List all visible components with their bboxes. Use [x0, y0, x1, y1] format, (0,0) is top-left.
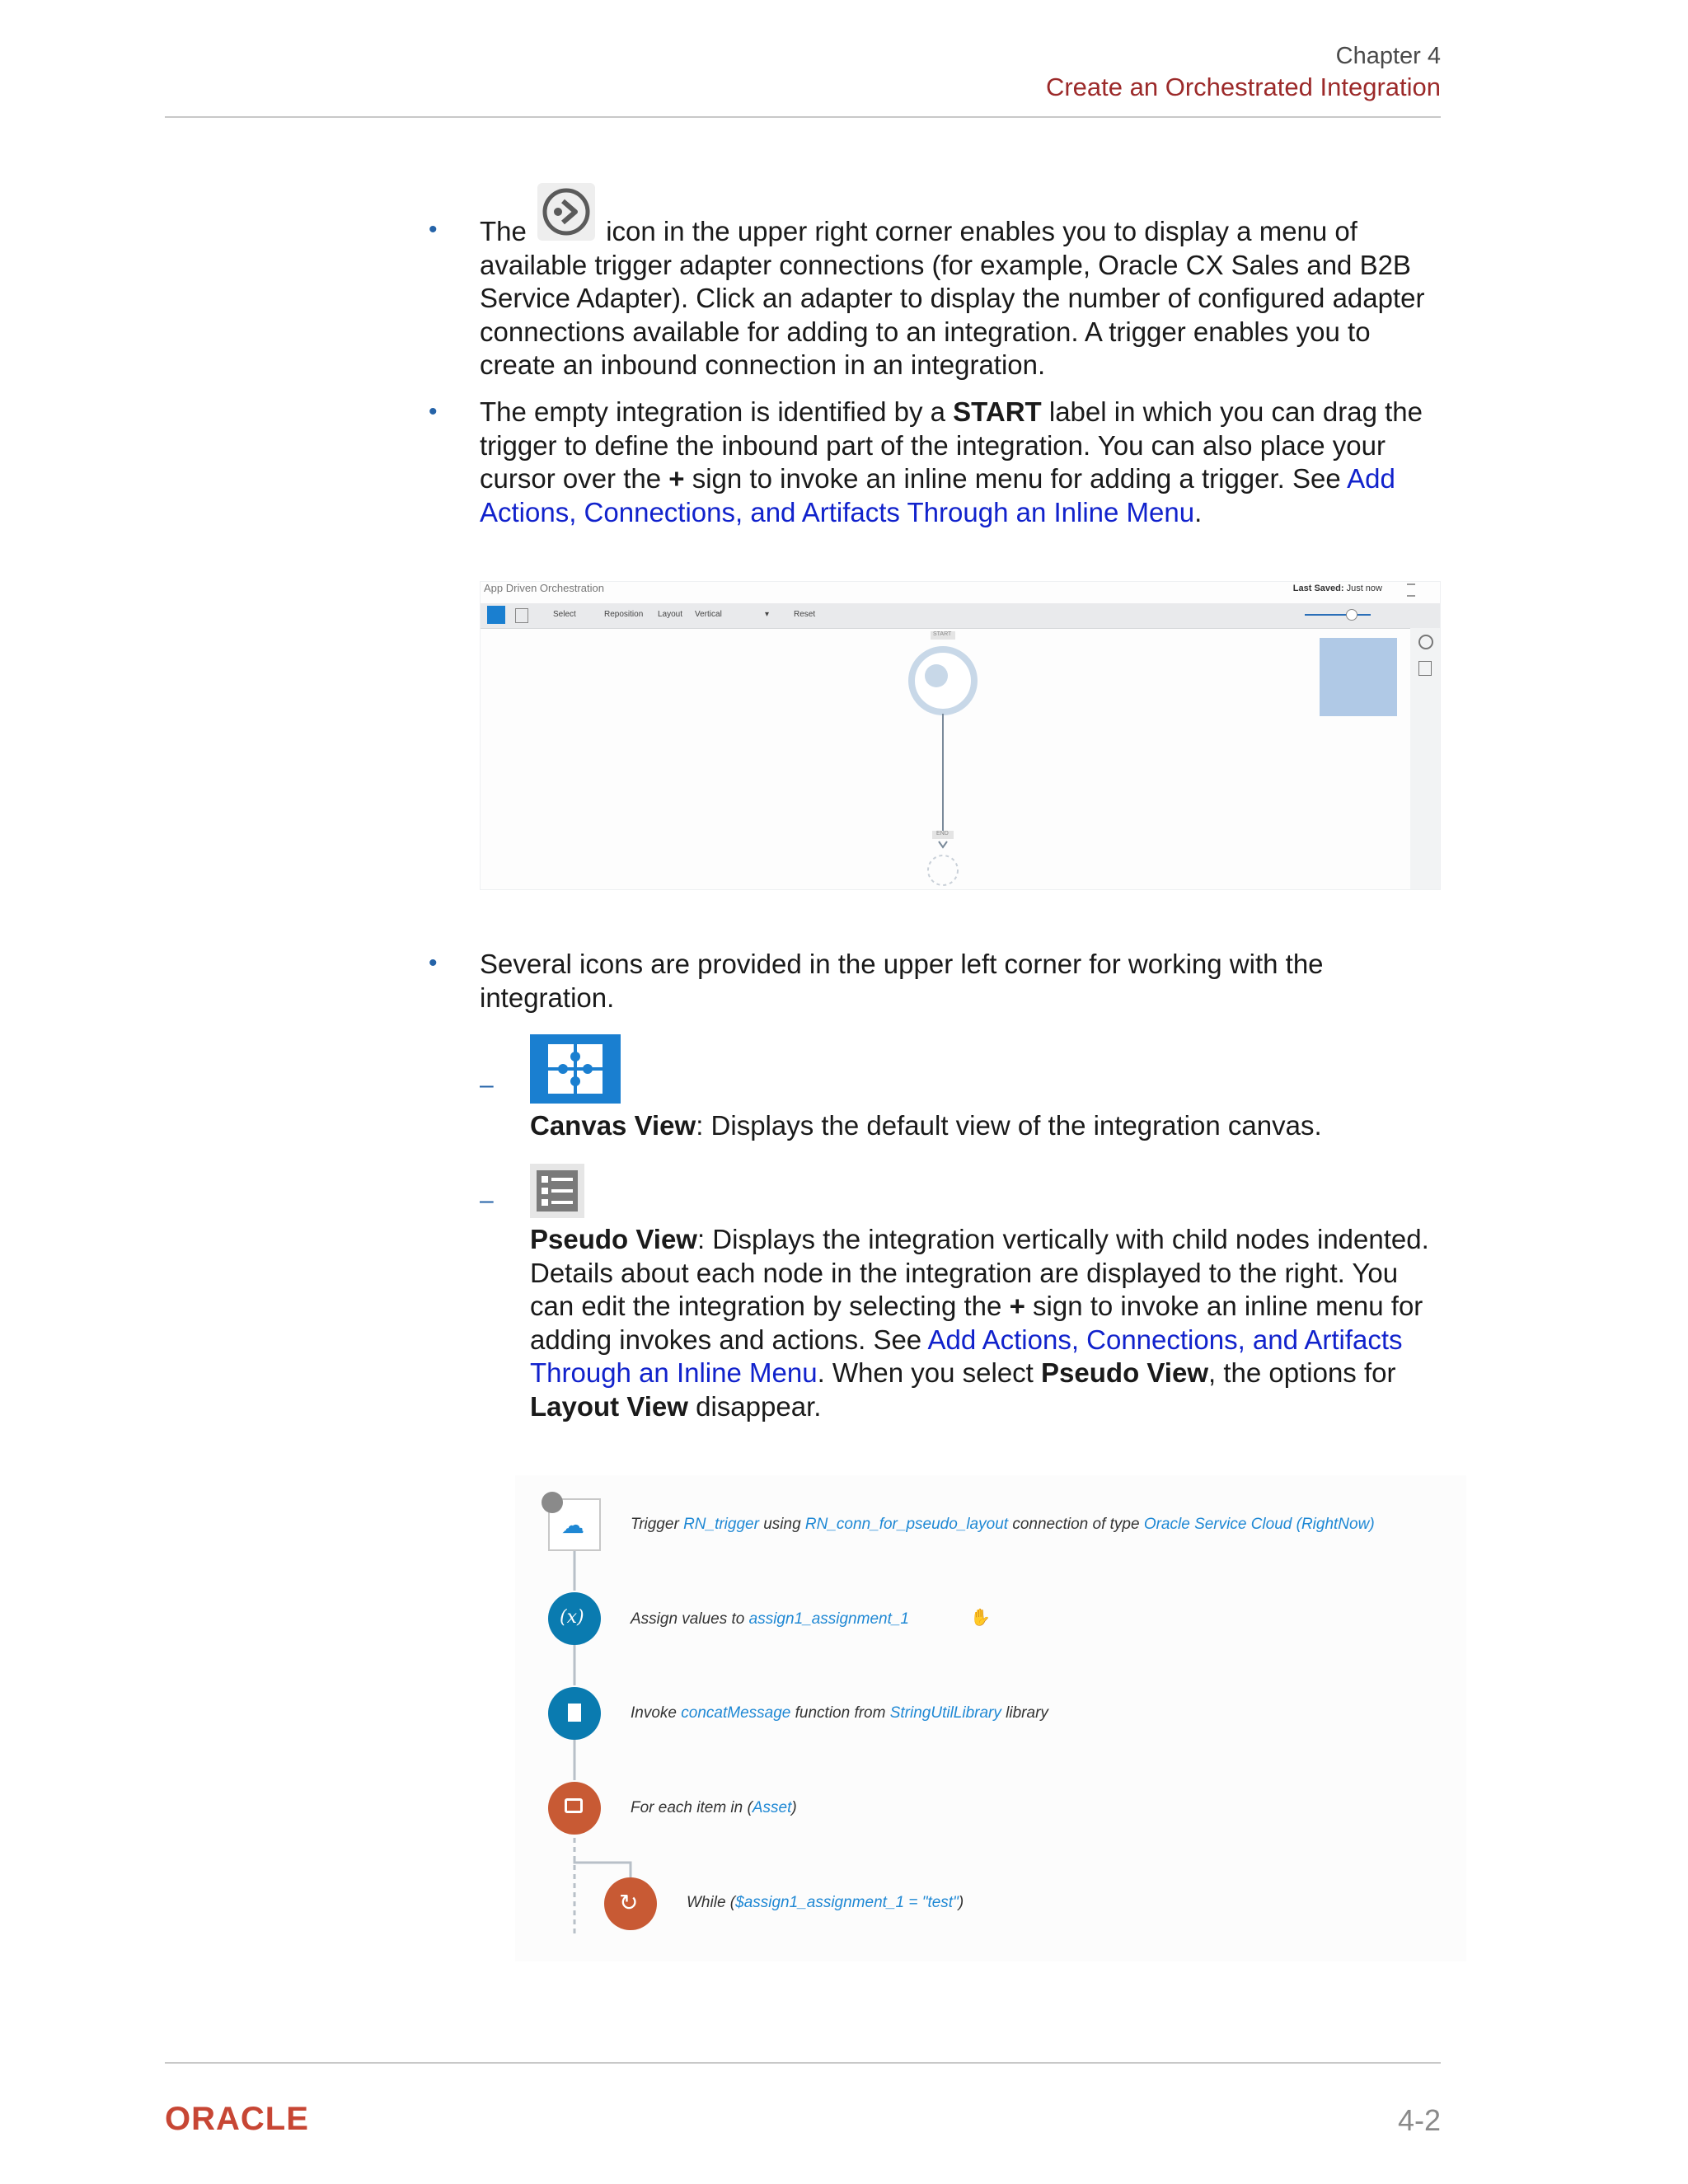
- bullet-marker: •: [429, 949, 438, 977]
- inline-menu-link[interactable]: Add Actions, Connections, and Artifacts Through an Inline Menu: [480, 463, 1395, 527]
- pseudo-view-text: sign to invoke an inline menu for adding invokes and actions. See: [530, 1291, 1423, 1355]
- footer-divider: [165, 2062, 1441, 2064]
- row-text: ): [958, 1894, 964, 1911]
- while-loop-icon: ↻: [619, 1890, 639, 1915]
- oracle-logo-text: ORACLE: [165, 2103, 309, 2135]
- row-value[interactable]: $assign1_assignment_1 = "test": [735, 1894, 959, 1911]
- row-value[interactable]: RN_conn_for_pseudo_layout: [804, 1516, 1009, 1533]
- row-value[interactable]: assign1_assignment_1: [748, 1610, 909, 1628]
- bullet-2-text: [480, 396, 1444, 529]
- start-keyword: START: [953, 396, 1042, 427]
- row-text: For each item in (: [631, 1799, 753, 1816]
- for-each-icon: [565, 1798, 583, 1813]
- row-text: ): [791, 1799, 797, 1816]
- pseudo-view-text: . When you select: [817, 1357, 1034, 1388]
- row-text: function from: [790, 1704, 890, 1722]
- row-value[interactable]: concatMessage: [681, 1704, 791, 1722]
- for-each-node[interactable]: [548, 1782, 601, 1835]
- reset-button[interactable]: Reset: [794, 610, 816, 619]
- bullet-1-pre: The: [480, 216, 527, 246]
- canvas-view-text: : Displays the default view of the integration canvas.: [696, 1110, 1322, 1141]
- end-node-label: END: [936, 831, 949, 837]
- plus-sign: +: [668, 463, 685, 494]
- layout-label: Layout: [658, 610, 683, 619]
- select-tool[interactable]: Select: [553, 610, 576, 619]
- trigger-badge-icon: [542, 1492, 563, 1513]
- pseudo-view-text: disappear.: [696, 1390, 822, 1422]
- pseudo-view-description: [530, 1223, 1445, 1423]
- pseudo-view-list-icon: [530, 1164, 584, 1222]
- row-text: Trigger: [631, 1516, 684, 1533]
- header-divider: [165, 116, 1441, 118]
- chapter-title: Create an Orchestrated Integration: [1045, 73, 1441, 101]
- assign-row-text: [631, 1610, 909, 1629]
- canvas-title: App Driven Orchestration: [484, 582, 604, 594]
- row-value[interactable]: Oracle Service Cloud (RightNow): [1143, 1516, 1375, 1533]
- while-node[interactable]: [604, 1877, 657, 1930]
- pseudo-view-text: , the options for: [1208, 1357, 1396, 1388]
- layout-view-label: Layout View: [530, 1390, 688, 1422]
- bullet-marker: •: [429, 216, 438, 243]
- chapter-label: Chapter 4: [1335, 43, 1441, 69]
- last-saved-label: Last Saved:: [1292, 583, 1344, 593]
- assign-node[interactable]: [548, 1592, 601, 1645]
- row-text: using: [758, 1516, 805, 1533]
- bullet-2-part: sign to invoke an inline menu for adding a trigger. See: [692, 463, 1341, 494]
- bullet-2-part: label in which you can drag the trigger to define the inbound part of the integration. You can also place your cursor over the: [480, 396, 1423, 494]
- bullet-3-text: Several icons are provided in the upper left corner for working with the integration.: [480, 949, 1324, 1013]
- bullet-1-body: icon in the upper right corner enables you to display a menu of available trigger adapter connections (for example, Oracle CX Sales and B2B Service Adapter). Click an adapter to display the number of configured adapter connections available for adding to an integration. A trigger enables you to create an inbound connection in an integration.: [480, 216, 1425, 380]
- canvas-view-puzzle-icon: [530, 1034, 621, 1108]
- inline-menu-link[interactable]: Add Actions, Connections, and Artifacts Through an Inline Menu: [530, 1324, 1403, 1388]
- invoke-function-node[interactable]: [548, 1687, 601, 1740]
- dash-marker: –: [480, 1071, 494, 1099]
- row-text: While (: [687, 1894, 736, 1911]
- row-text: Invoke: [631, 1704, 682, 1722]
- trigger-arrow-icon: [537, 183, 595, 249]
- canvas-view-label: Canvas View: [530, 1110, 696, 1141]
- row-value[interactable]: Asset: [752, 1799, 792, 1816]
- row-text: Assign values to: [631, 1610, 749, 1628]
- invoke-row-text: [631, 1704, 1048, 1722]
- canvas-view-description: [530, 1109, 1445, 1143]
- row-value[interactable]: RN_trigger: [683, 1516, 759, 1533]
- canvas-flow: [481, 582, 1441, 890]
- row-text: connection of type: [1008, 1516, 1144, 1533]
- oracle-logo: [165, 2103, 350, 2139]
- page-number: 4-2: [1397, 2103, 1441, 2137]
- cloud-trigger-icon: ☁: [561, 1512, 584, 1538]
- bullet-2-part: The empty integration is identified by a: [480, 396, 945, 427]
- pseudo-view-screenshot: [515, 1475, 1466, 1961]
- bullet-1-text: [480, 183, 1444, 382]
- assign-variable-icon: (x): [560, 1607, 584, 1628]
- function-invoke-icon: [568, 1704, 581, 1722]
- pseudo-view-text: : Displays the integration vertically with child nodes indented. Details about each node in the integration are displayed to the right. You can edit the integration by selecting the: [530, 1224, 1429, 1321]
- bullet-2-end: .: [1194, 496, 1203, 527]
- bullet-marker: •: [429, 398, 438, 425]
- last-saved-value: Just now: [1346, 583, 1382, 593]
- row-value[interactable]: StringUtilLibrary: [889, 1704, 1001, 1722]
- row-text: library: [1001, 1704, 1048, 1722]
- empty-integration-screenshot: [480, 581, 1441, 890]
- reposition-tool[interactable]: Reposition: [604, 610, 644, 619]
- pseudo-view-label: Pseudo View: [530, 1224, 697, 1254]
- plus-sign: +: [1009, 1291, 1025, 1321]
- start-node-label: START: [933, 631, 952, 637]
- while-row-text: [687, 1894, 964, 1912]
- layout-select[interactable]: Vertical: [695, 610, 722, 619]
- dash-marker: –: [480, 1187, 494, 1214]
- pseudo-view-label: Pseudo View: [1041, 1357, 1208, 1388]
- chevron-down-icon: ▾: [765, 610, 770, 619]
- hand-cursor-icon: ✋: [970, 1609, 991, 1627]
- for-each-row-text: [631, 1799, 797, 1817]
- trigger-row-text: [631, 1516, 1375, 1534]
